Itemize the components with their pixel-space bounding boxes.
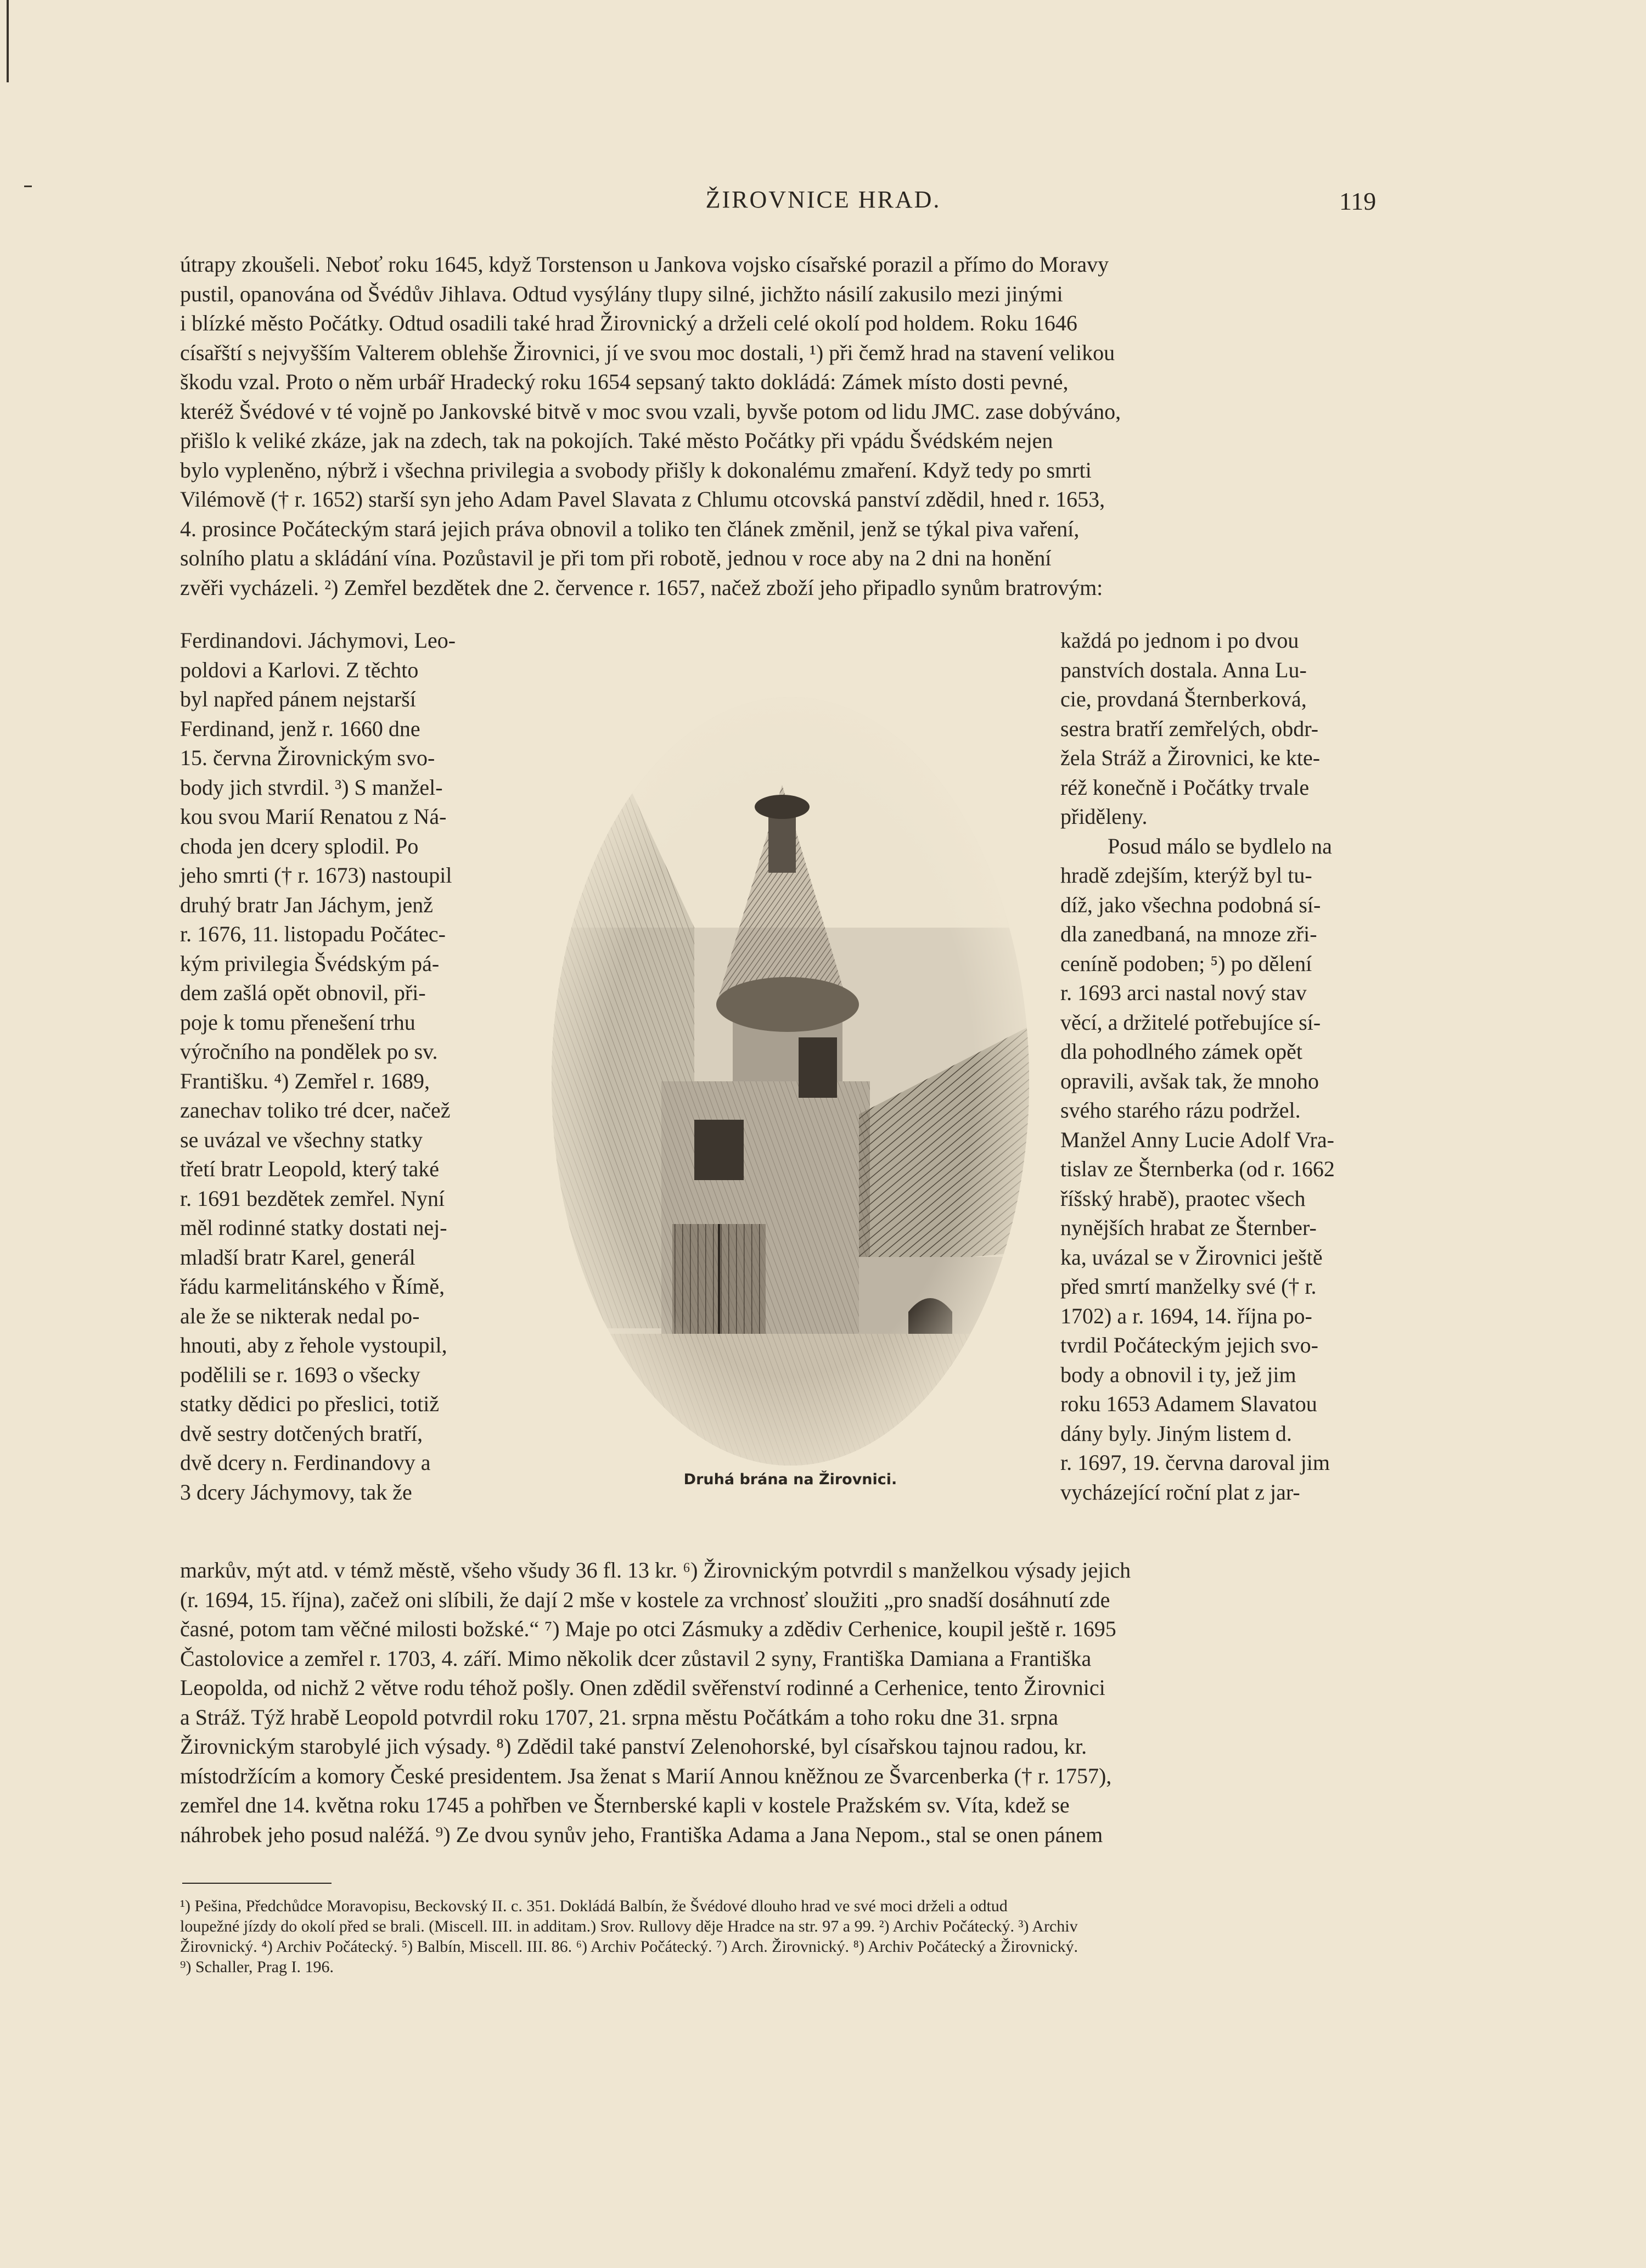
text-line: každá po jednom i po dvou	[1060, 628, 1299, 653]
text-line: zanechav toliko tré dcer, načež	[180, 1098, 451, 1122]
text-line: Vilémově († r. 1652) starší syn jeho Adam Pavel Slavata z Chlumu otcovská panství zdědil, hned r. 1653,	[180, 487, 1105, 512]
footnote-rule	[182, 1883, 332, 1884]
text-line: hnouti, aby z řehole vystoupil,	[180, 1333, 447, 1357]
text-line: dem zašlá opět obnovil, při-	[180, 980, 426, 1005]
text-line: věcí, a držitelé potřebujíce sí-	[1060, 1009, 1321, 1035]
text-line: cie, provdaná Šternberková,	[1060, 687, 1307, 711]
text-line: díž, jako všechna podobná sí-	[1060, 892, 1321, 917]
text-line: sestra bratří zemřelých, obdr-	[1060, 716, 1319, 741]
text-line: přiděleny.	[1060, 804, 1148, 829]
text-line: náhrobek jeho posud naléžá. ⁹) Ze dvou synův jeho, Františka Adama a Jana Nepom., stal se onen pánem	[180, 1822, 1103, 1847]
text-line: solního platu a skládání vína. Pozůstavil je při tom při robotě, jednou v roce aby na 2 dni na honění	[180, 546, 1052, 570]
text-line: svého starého rázu podržel.	[1060, 1098, 1301, 1122]
text-line: i blízké město Počátky. Odtud osadili také hrad Žirovnický a drželi celé okolí pod holdem. Roku 1646	[180, 311, 1077, 335]
binding-edge	[7, 0, 9, 82]
text-line: markův, mýt atd. v témž městě, všeho všudy 36 fl. 13 kr. ⁶) Žirovnickým potvrdil s manželkou výsady jejich	[180, 1558, 1131, 1582]
footnote-line: ⁹) Schaller, Prag I. 196.	[180, 1958, 334, 1976]
text-line: kteréž Švédové v té vojně po Jankovské bitvě v moc svou vzali, byvše potom od lidu JMC. zase dobýváno,	[180, 398, 1121, 424]
text-line: a Stráž. Týž hrabě Leopold potvrdil roku 1707, 21. srpna městu Počátkám a toho roku dne 31. srpna	[180, 1704, 1059, 1730]
text-line: kou svou Marií Renatou z Ná-	[180, 804, 447, 829]
text-line: r. 1697, 19. června daroval jim	[1060, 1450, 1330, 1475]
page-number: 119	[1339, 187, 1377, 215]
text-line: vycházející roční plat z jar-	[1060, 1479, 1300, 1504]
text-column-left	[180, 626, 521, 1507]
text-line: výročního na pondělek po sv.	[180, 1039, 438, 1064]
text-line: ale že se nikterak nedal po-	[180, 1303, 420, 1328]
text-line: Ferdinand, jenž r. 1660 dne	[180, 716, 420, 741]
figure-caption: Druhá brána na Žirovnici.	[683, 1471, 897, 1488]
text-line: dvě sestry dotčených bratří,	[180, 1421, 423, 1446]
text-line: jeho smrti († r. 1673) nastoupil	[180, 863, 452, 888]
text-line: opravili, avšak tak, že mnoho	[1060, 1068, 1319, 1093]
text-line: Žirovnickým starobylé jich výsady. ⁸) Zdědil také panství Zelenohorské, byl císařskou tajnou radou, kr.	[180, 1734, 1087, 1759]
footnote-line: loupežné jízdy do okolí před se brali. (Miscell. III. in additam.) Srov. Rullovy děje Hradce na str. 97 a 99. ²) Archiv Počátecký. ³) Archiv	[180, 1917, 1078, 1935]
text-line: bylo vypleněno, nýbrž i všechna privilegia a svobody přišly k dokonalému zmaření. Když tedy po smrti	[180, 457, 1092, 482]
text-line: Častolovice a zemřel r. 1703, 4. září. Mimo několik dcer zůstavil 2 syny, Františka Damiana a Františka	[180, 1646, 1092, 1671]
text-block-bottom	[180, 1556, 1389, 1849]
text-line: 1702) a r. 1694, 14. října po-	[1060, 1303, 1312, 1328]
text-line: Ferdinandovi. Jáchymovi, Leo-	[180, 628, 456, 653]
illustration	[552, 697, 1029, 1515]
text-line: zemřel dne 14. května roku 1745 a pohřben ve Šternberské kapli v kostele Pražském sv. Víta, kdež se	[180, 1793, 1070, 1817]
text-line: kým privilegia Švédským pá-	[180, 951, 440, 976]
text-line: byl napřed pánem nejstarší	[180, 687, 416, 711]
text-line: panstvích dostala. Anna Lu-	[1060, 657, 1307, 682]
text-line: Posud málo se bydlelo na	[1108, 833, 1332, 858]
text-line: body a obnovil i ty, jež jim	[1060, 1362, 1296, 1387]
footnote-line: ¹) Pešina, Předchůdce Moravopisu, Beckovský II. c. 351. Dokládá Balbín, že Švédové dlouho hrad ve své moci drželi a odtud	[180, 1897, 1008, 1915]
text-line: dla zanedbaná, na mnoze zři-	[1060, 922, 1317, 946]
text-line: nynějších hrabat ze Šternber-	[1060, 1215, 1317, 1240]
text-line: poje k tomu přenešení trhu	[180, 1009, 415, 1035]
text-line: přišlo k veliké zkáze, jak na zdech, tak na pokojích. Také město Počátky při vpádu Švédském nejen	[180, 428, 1053, 453]
text-line: choda jen dcery splodil. Po	[180, 833, 419, 858]
text-line: statky dědici po přeslici, totiž	[180, 1391, 440, 1416]
text-line: r. 1691 bezdětek zemřel. Nyní	[180, 1186, 445, 1211]
text-line: ceníně podoben; ⁵) po dělení	[1060, 951, 1312, 976]
text-line: říšský hrabě), praotec všech	[1060, 1186, 1306, 1211]
text-line: místodržícím a komory České presidentem. Jsa ženat s Marií Annou kněžnou ze Švarcenberka († r. 1757),	[180, 1763, 1112, 1788]
text-line: (r. 1694, 15. října), začež oni slíbili, že dají 2 mše v kostele za vrchnosť sloužiti „pro snadší dosáhnutí zde	[180, 1587, 1110, 1612]
text-line: řádu karmelitánského v Římě,	[180, 1274, 445, 1299]
text-line: měl rodinné statky dostati nej-	[180, 1215, 447, 1240]
margin-mark	[24, 186, 32, 187]
text-line: žela Stráž a Žirovnici, ke kte-	[1060, 745, 1321, 770]
text-line: body jich stvrdil. ³) S manžel-	[180, 774, 443, 800]
text-line: r. 1676, 11. listopadu Počátec-	[180, 922, 446, 946]
footnotes	[180, 1896, 1389, 1977]
text-line: Leopolda, od nichž 2 větve rodu téhož pošly. Onen zdědil svěřenství rodinné a Cerhenice, tento Žirovnici	[180, 1675, 1105, 1700]
text-block-top	[180, 250, 1389, 602]
text-line: dvě dcery n. Ferdinandovy a	[180, 1450, 431, 1475]
text-line: zvěři vycházeli. ²) Zemřel bezdětek dne 2. července r. 1657, načež zboží jeho připadlo synům bratrovým:	[180, 575, 1103, 600]
text-line: třetí bratr Leopold, který také	[180, 1157, 440, 1181]
text-line: pustil, opanována od Švédův Jihlava. Odtud vysýlány tlupy silné, jichžto násilí zakusilo mezi jinými	[180, 281, 1063, 306]
text-line: 15. června Žirovnickým svo-	[180, 745, 435, 770]
text-line: Františku. ⁴) Zemřel r. 1689,	[180, 1068, 430, 1093]
text-line: tislav ze Šternberka (od r. 1662	[1060, 1157, 1335, 1181]
text-column-right	[1060, 626, 1389, 1507]
text-line: tvrdil Počáteckým jejich svo-	[1060, 1333, 1318, 1357]
text-line: poldovi a Karlovi. Z těchto	[180, 657, 419, 682]
text-line: císařští s nejvyšším Valterem oblehše Žirovnici, jí ve svou moc dostali, ¹) při čemž hrad na stavení velikou	[180, 340, 1115, 365]
text-line: Manžel Anny Lucie Adolf Vra-	[1060, 1127, 1334, 1152]
text-line: roku 1653 Adamem Slavatou	[1060, 1391, 1317, 1416]
text-line: se uvázal ve všechny statky	[180, 1127, 423, 1152]
running-head: ŽIROVNICE HRAD.	[705, 186, 941, 213]
text-line: podělili se r. 1693 o všecky	[180, 1362, 420, 1387]
text-line: druhý bratr Jan Jáchym, jenž	[180, 892, 433, 917]
text-line: hradě zdejším, kterýž byl tu-	[1060, 863, 1312, 888]
text-line: před smrtí manželky své († r.	[1060, 1274, 1317, 1299]
text-line: réž konečně i Počátky trvale	[1060, 774, 1310, 800]
text-line: dla pohodlného zámek opět	[1060, 1039, 1302, 1064]
text-line: dány byly. Jiným listem d.	[1060, 1421, 1292, 1446]
text-line: 4. prosince Počáteckým stará jejich práva obnovil a toliko ten článek změnil, jenž se týkal piva vaření,	[180, 516, 1080, 541]
text-line: r. 1693 arci nastal nový stav	[1060, 980, 1307, 1005]
text-line: mladší bratr Karel, generál	[180, 1244, 415, 1270]
footnote-line: Žirovnický. ⁴) Archiv Počátecký. ⁵) Balbín, Miscell. III. 86. ⁶) Archiv Počátecký. ⁷) Arch. Žirovnický. ⁸) Archiv Počátecký a Žirovnický.	[180, 1938, 1078, 1956]
text-line: škodu vzal. Proto o něm urbář Hradecký roku 1654 sepsaný takto dokládá: Zámek místo dosti pevné,	[180, 369, 1069, 394]
text-line: ka, uvázal se v Žirovnici ještě	[1060, 1244, 1323, 1270]
text-line: útrapy zkoušeli. Neboť roku 1645, když Torstenson u Jankova vojsko císařské porazil a přímo do Moravy	[180, 252, 1109, 277]
gate-engraving-image	[552, 697, 1029, 1466]
text-line: časné, potom tam věčné milosti božské.“ ⁷) Maje po otci Zásmuky a zdědiv Cerhenice, koupil ještě r. 1695	[180, 1616, 1116, 1641]
text-line: 3 dcery Jáchymovy, tak že	[180, 1479, 412, 1504]
gate-engraving	[552, 697, 1029, 1466]
